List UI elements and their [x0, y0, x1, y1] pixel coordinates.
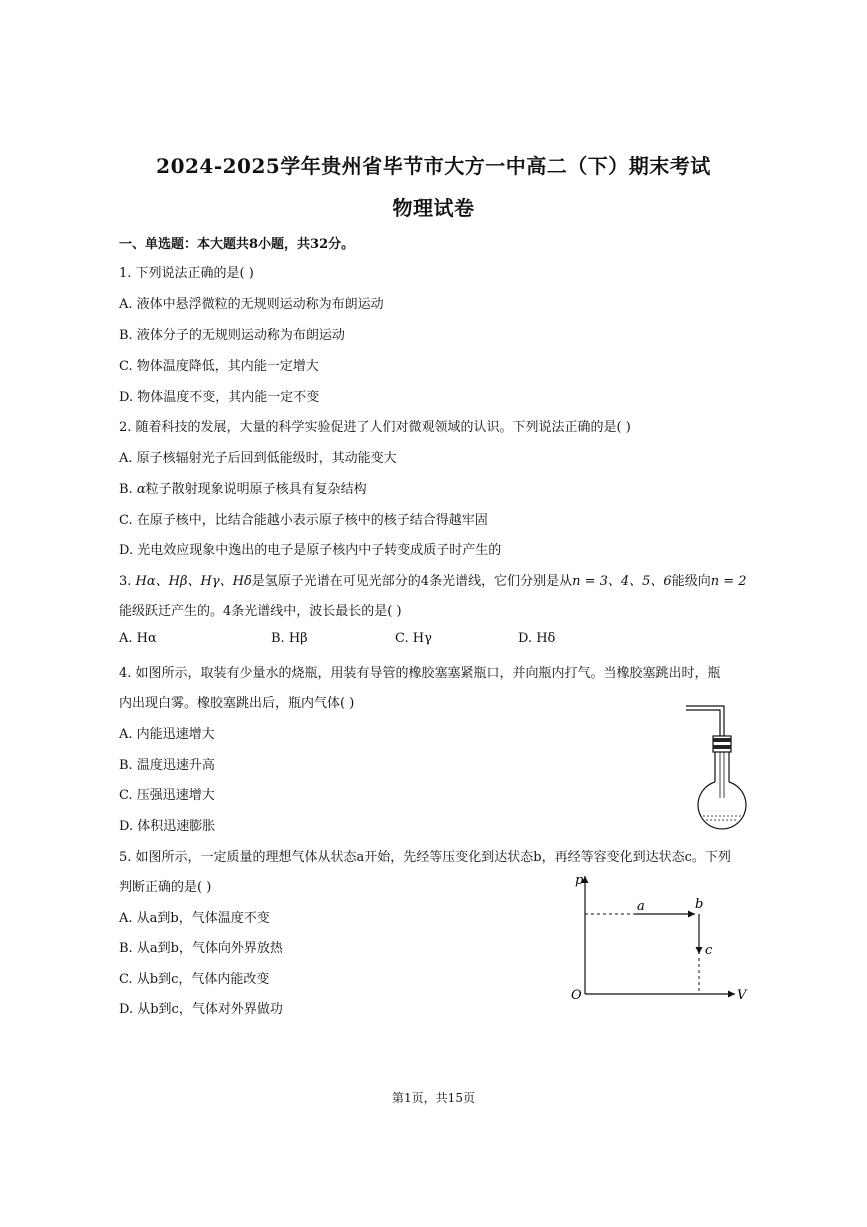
q4-stem-line2: 内出现白雾。橡胶塞跳出后，瓶内气体( ) — [119, 696, 355, 711]
q1-stem: 1. 下列说法正确的是( ) — [119, 266, 254, 281]
stopper-band-icon — [713, 738, 731, 742]
q5-option-a: A. 从a到b，气体温度不变 — [119, 911, 270, 926]
q4-stem-line1: 4. 如图所示，取装有少量水的烧瓶，用装有导管的橡胶塞塞紧瓶口，并向瓶内打气。当橡胶塞跳出时，瓶 — [119, 666, 721, 681]
q3-stem-line1: 3. Hα、Hβ、Hγ、Hδ是氢原子光谱在可见光部分的4条光谱线，它们分别是从n = 3、4、5、6能级向n = 2 — [119, 574, 747, 589]
section-heading: 一、单选题：本大题共8小题，共32分。 — [119, 237, 355, 252]
q5-option-b: B. 从a到b，气体向外界放热 — [119, 941, 283, 956]
q3-option-a: A. Hα — [119, 631, 157, 646]
q4-option-d: D. 体积迅速膨胀 — [119, 819, 216, 834]
q2-option-c: C. 在原子核中，比结合能越小表示原子核中的核子结合得越牢固 — [119, 513, 488, 528]
q4-option-c: C. 压强迅速增大 — [119, 788, 215, 803]
label-v: V — [737, 988, 747, 1003]
q3-option-b: B. Hβ — [271, 631, 308, 646]
flask-bulb-icon — [698, 782, 746, 829]
pv-graph — [565, 868, 755, 1008]
exam-title: 2024-2025学年贵州省毕节市大方一中高二（下）期末考试 — [156, 154, 711, 178]
q1-option-b: B. 液体分子的无规则运动称为布朗运动 — [119, 328, 345, 343]
label-b: b — [695, 897, 704, 912]
label-a: a — [637, 899, 645, 914]
label-c: c — [705, 943, 713, 958]
q5-stem-line1: 5. 如图所示，一定质量的理想气体从状态a开始，先经等压变化到达状态b，再经等容变化到达状态c。下列 — [119, 850, 731, 865]
q4-option-b: B. 温度迅速升高 — [119, 758, 215, 773]
q3-option-d: D. Hδ — [518, 631, 556, 646]
q1-option-d: D. 物体温度不变，其内能一定不变 — [119, 390, 320, 405]
q1-option-a: A. 液体中悬浮微粒的无规则运动称为布朗运动 — [119, 297, 384, 312]
q5-option-d: D. 从b到c，气体对外界做功 — [119, 1002, 283, 1017]
q4-option-a: A. 内能迅速增大 — [119, 727, 215, 742]
q5-stem-line2: 判断正确的是( ) — [119, 880, 212, 895]
q1-option-c: C. 物体温度降低，其内能一定增大 — [119, 359, 319, 374]
q2-option-a: A. 原子核辐射光子后回到低能级时，其动能变大 — [119, 451, 397, 466]
page-footer: 第1页，共15页 — [392, 1091, 475, 1105]
q2-option-d: D. 光电效应现象中逸出的电子是原子核内中子转变成质子时产生的 — [119, 543, 502, 558]
q2-stem: 2. 随着科技的发展，大量的科学实验促进了人们对微观领域的认识。下列说法正确的是( ) — [119, 420, 631, 435]
q5-option-c: C. 从b到c，气体内能改变 — [119, 972, 270, 987]
flask-figure — [680, 700, 760, 830]
exam-subtitle: 物理试卷 — [392, 196, 475, 220]
label-p: p — [575, 873, 584, 888]
q3-option-c: C. Hγ — [395, 631, 432, 646]
label-o: O — [571, 988, 582, 1003]
q2-option-b: B. α粒子散射现象说明原子核具有复杂结构 — [119, 482, 367, 497]
q3-stem-line2: 能级跃迁产生的。4条光谱线中，波长最长的是( ) — [119, 604, 402, 619]
tube-outer-icon — [686, 706, 724, 740]
